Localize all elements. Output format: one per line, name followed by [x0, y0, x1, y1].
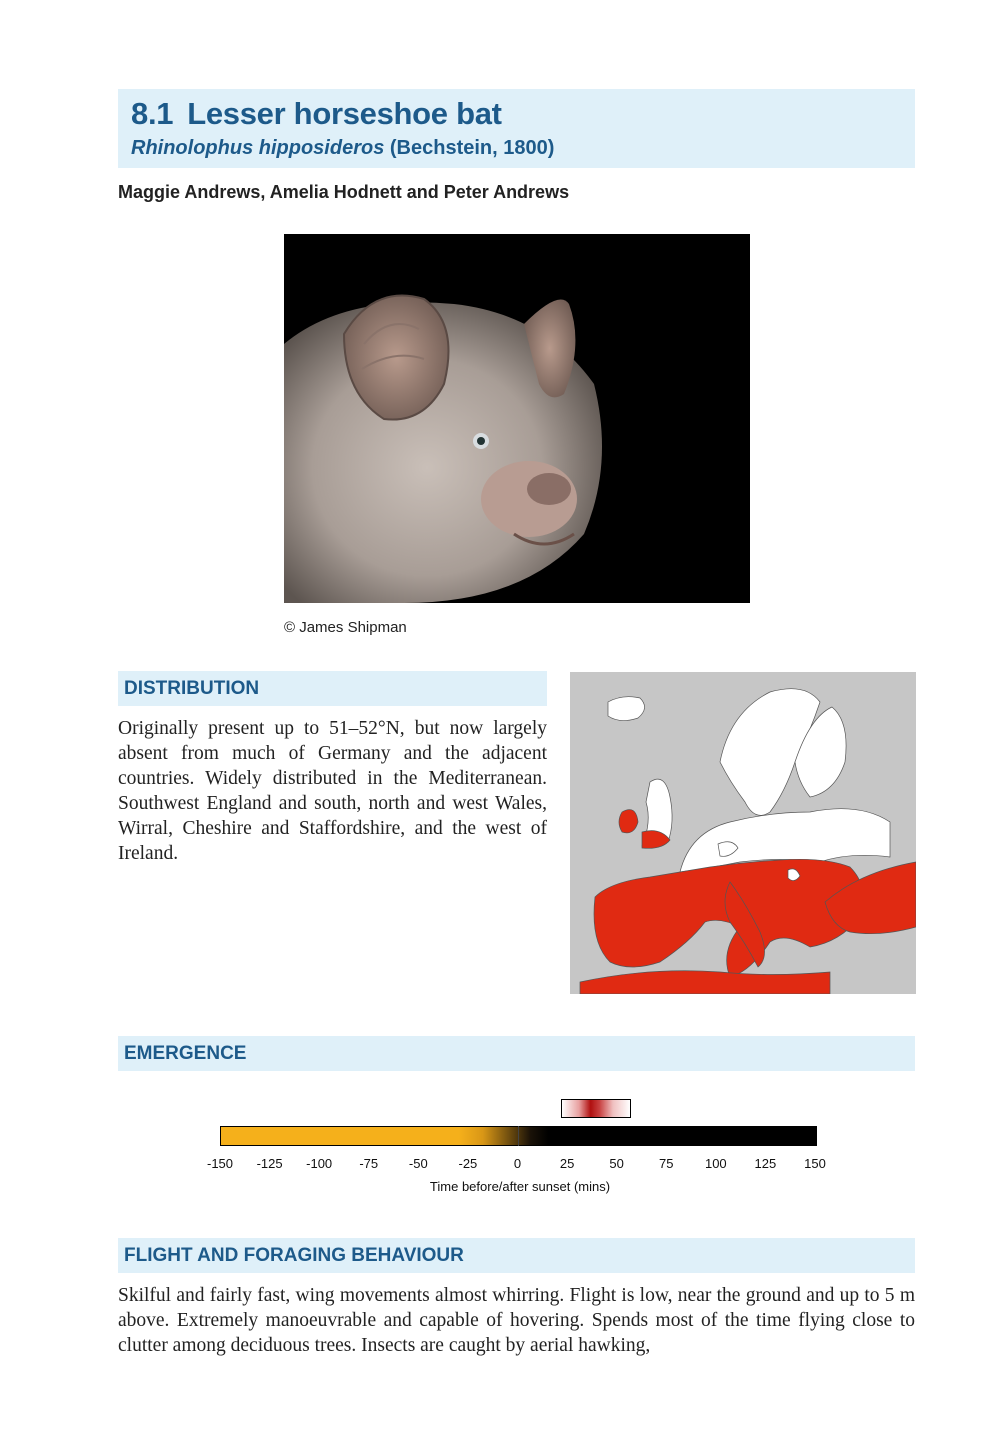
axis-tick-label: -25 — [458, 1156, 478, 1171]
emergence-heading-text: EMERGENCE — [124, 1043, 247, 1064]
species-title-box — [118, 89, 915, 168]
axis-tick-label: 50 — [609, 1156, 624, 1171]
emergence-window-marker — [561, 1099, 630, 1118]
axis-tick-label: -100 — [306, 1156, 333, 1171]
flight-heading — [118, 1238, 915, 1273]
distribution-heading — [118, 671, 547, 706]
distribution-map — [570, 672, 916, 994]
distribution-heading-text: DISTRIBUTION — [124, 678, 260, 699]
bat-photo — [284, 234, 750, 603]
axis-tick-label: -50 — [408, 1156, 428, 1171]
emergence-heading — [118, 1036, 915, 1071]
authors: Maggie Andrews, Amelia Hodnett and Peter Andrews — [118, 182, 570, 202]
scientific-name: Rhinolophus hipposideros — [131, 137, 385, 159]
distribution-text: Originally present up to 51–52°N, but now largely absent from much of Germany and the adjacent countries. Widely distributed in the Mediterranean. Southwest England and south, north and west Wales, Wirral, Cheshire and Staffordshire, and the west of Ireland. — [118, 718, 547, 864]
emergence-time-bar — [220, 1126, 817, 1146]
sunset-line — [518, 1126, 519, 1146]
common-name: Lesser horseshoe bat — [187, 96, 502, 131]
photo-credit: © James Shipman — [284, 619, 407, 636]
species-title — [131, 96, 502, 132]
flight-heading-text: FLIGHT AND FORAGING BEHAVIOUR — [124, 1245, 464, 1266]
species-subtitle — [131, 137, 554, 160]
axis-tick-label: 0 — [513, 1156, 522, 1171]
axis-tick-label: 100 — [704, 1156, 727, 1171]
axis-tick-label: -150 — [206, 1156, 234, 1171]
axis-tick-label: 150 — [804, 1156, 826, 1171]
axis-tick-label: -75 — [359, 1156, 379, 1171]
emergence-axis-label: Time before/after sunset (mins) — [429, 1179, 611, 1194]
emergence-chart — [200, 1095, 840, 1205]
axis-tick-label: 125 — [754, 1156, 777, 1171]
authority: (Bechstein, 1800) — [389, 137, 555, 159]
axis-tick-label: -125 — [256, 1156, 283, 1171]
section-number: 8.1 — [131, 96, 174, 131]
axis-tick-label: 25 — [559, 1156, 575, 1171]
map-region-iceland — [608, 697, 645, 721]
axis-tick-label: 75 — [659, 1156, 674, 1171]
flight-text: Skilful and fairly fast, wing movements almost whirring. Flight is low, near the ground and up to 5 m above. Extremely manoeuvrable and capable of hovering. Spends most of the time flying close to clutter among deciduous trees. Insects are caught by aerial hawking, — [118, 1285, 915, 1356]
